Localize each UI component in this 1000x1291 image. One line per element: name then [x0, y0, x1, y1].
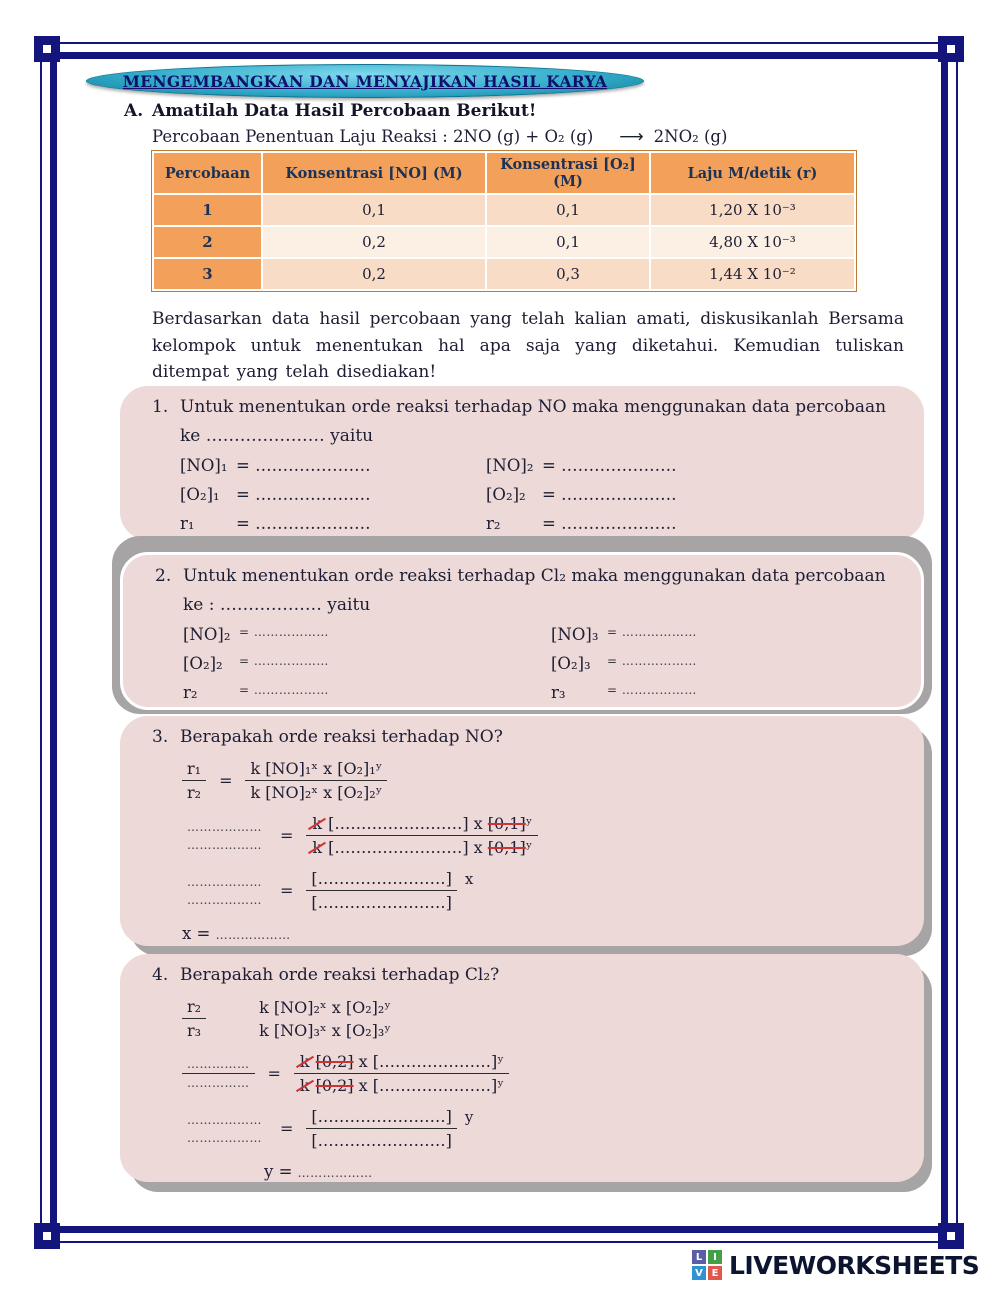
var-label: [NO]₁ — [180, 456, 228, 475]
answer-blank[interactable]: ……………… — [187, 819, 262, 834]
reaction-arrow-icon: ⟶ — [619, 127, 644, 147]
cell-o2-conc: 0,1 — [486, 194, 650, 226]
rate-law-fraction: $\frac{\text{k [NO]₁ˣ x [O₂]₁ʸ}}{\text{k [NO]₂ˣ x [O₂]₂ʸ}}$ — [245, 759, 387, 802]
table-row — [153, 194, 855, 226]
table-header-row — [153, 152, 855, 194]
answer-blank[interactable]: = ……………… — [607, 683, 697, 697]
question-box-4 — [120, 954, 924, 1182]
col-header-o2: Konsentrasi [O₂] (M) — [486, 152, 650, 194]
answer-blank[interactable]: = ………………… — [542, 456, 677, 475]
blank-fraction — [182, 1113, 267, 1145]
answer-blank[interactable]: = ………………… — [236, 514, 371, 533]
times-x: x — [353, 1076, 373, 1095]
section-heading — [124, 101, 536, 121]
answer-blank[interactable]: [……………………] x — [328, 814, 488, 833]
crossed-k: k — [312, 814, 323, 833]
reaction-equation — [152, 127, 727, 147]
answer-row — [180, 456, 924, 475]
exponent-y: ʸ — [525, 814, 533, 833]
q1-number: 1. — [152, 397, 169, 417]
frame-corner-top-right — [938, 36, 964, 62]
q3-formula-2 — [182, 814, 924, 857]
frame-corner-bottom-right — [938, 1223, 964, 1249]
equals-sign: = — [219, 771, 233, 790]
q3-text — [120, 716, 924, 747]
exponent-x: x — [464, 869, 474, 888]
answer-blank[interactable]: ……………… — [187, 1130, 262, 1145]
q4-formula-3 — [182, 1107, 924, 1150]
exponent-y: ʸ — [525, 838, 533, 857]
question-box-1 — [120, 386, 924, 540]
q2-line2[interactable]: ke : ……………… yaitu — [183, 595, 371, 615]
answer-blank[interactable]: […………………] — [372, 1076, 498, 1095]
answer-blank[interactable]: = ………………… — [542, 485, 677, 504]
rate-ratio-fraction: $\frac{\text{r₂}}{\text{r₃}}$ — [182, 997, 206, 1040]
answer-blank[interactable]: = ……………… — [239, 654, 329, 668]
answer-blank[interactable]: [……………………] — [311, 869, 452, 888]
q3-answer-line — [182, 924, 924, 943]
answer-blank[interactable]: = ……………… — [607, 625, 697, 639]
q3-formula-3 — [182, 869, 924, 912]
frame-corner-top-left — [34, 36, 60, 62]
row-number: 1 — [153, 194, 262, 226]
answer-blank[interactable]: [……………………] x — [328, 838, 488, 857]
var-label: r₃ — [551, 683, 566, 702]
q4-text — [120, 954, 924, 985]
answer-blank[interactable]: = ………………… — [236, 485, 371, 504]
q1-text — [120, 386, 924, 417]
var-label: [O₂]₃ — [551, 654, 591, 673]
q2-text — [123, 555, 921, 586]
answer-blank[interactable]: [……………………] — [306, 890, 456, 912]
rate-law-fraction: k [NO]₂ˣ x [O₂]₂ʸ k [NO]₃ˣ x [O₂]₃ʸ — [259, 997, 392, 1040]
equation-right: 2NO₂ (g) — [653, 127, 728, 146]
q1-line2[interactable]: ke ………………… yaitu — [180, 426, 374, 446]
equals-sign: = — [280, 826, 294, 845]
equals-sign: = — [280, 881, 294, 900]
equals-sign: = — [280, 1119, 294, 1138]
liveworksheets-logo-icon[interactable] — [692, 1250, 722, 1280]
page-title: MENGEMBANGKAN DAN MENYAJIKAN HASIL KARYA — [122, 71, 608, 91]
cell-rate: 4,80 X 10⁻³ — [650, 226, 855, 258]
table-row — [153, 226, 855, 258]
col-header-no: Konsentrasi [NO] (M) — [262, 152, 486, 194]
equation-left: Percobaan Penentuan Laju Reaksi : 2NO (g) + O₂ (g) — [152, 127, 594, 146]
answer-blank[interactable]: ……………… — [187, 874, 262, 889]
exponent-y: y — [464, 1107, 474, 1126]
answer-blank[interactable]: [……………………] — [306, 1128, 456, 1150]
instruction-paragraph: Berdasarkan data hasil percobaan yang telah kalian amati, diskusikanlah Bersama kelompok untuk menentukan hal apa saja yang diketahui. Kemudian tuliskan ditempat yang telah disediakan! — [152, 309, 904, 383]
q4-title: Berapakah orde reaksi terhadap Cl₂? — [180, 965, 500, 985]
question-box-3 — [120, 716, 924, 946]
crossed-concentration: [0,2] — [315, 1076, 354, 1095]
footer — [692, 1250, 979, 1280]
cell-no-conc: 0,2 — [262, 258, 486, 290]
answer-blank[interactable]: …………… — [182, 1073, 255, 1090]
answer-blank[interactable]: = ……………… — [607, 654, 697, 668]
var-label: [O₂]₁ — [180, 485, 220, 504]
answer-label: x = — [182, 924, 211, 943]
var-label: r₂ — [183, 683, 198, 702]
answer-row — [183, 683, 921, 702]
q4-formula-2 — [182, 1052, 924, 1095]
q4-answer-line — [264, 1162, 924, 1181]
blank-fraction — [182, 820, 267, 852]
q2-number: 2. — [155, 566, 172, 586]
rate-ratio-fraction: $\frac{\text{r₁}}{\text{r₂}}$ — [182, 759, 206, 802]
answer-blank[interactable]: …………… — [187, 1057, 250, 1071]
q2-line1: Untuk menentukan orde reaksi terhadap Cl₂ maka menggunakan data percobaan — [183, 566, 886, 586]
cell-o2-conc: 0,1 — [486, 226, 650, 258]
var-label: [NO]₂ — [486, 456, 534, 475]
q3-formula-1 — [182, 759, 924, 802]
col-header-percobaan: Percobaan — [153, 152, 262, 194]
table-row — [153, 258, 855, 290]
q3-title: Berapakah orde reaksi terhadap NO? — [180, 727, 503, 747]
frame-corner-bottom-left — [34, 1223, 60, 1249]
crossed-k: k — [299, 1052, 310, 1071]
crossed-concentration: [0,2] — [315, 1052, 354, 1071]
logo-letter: V — [692, 1266, 706, 1280]
bracket-fraction — [306, 869, 456, 912]
logo-letter: I — [708, 1250, 722, 1264]
experiment-data-table — [152, 151, 856, 291]
answer-blank[interactable]: ……………… — [215, 928, 291, 942]
exponent-y: ʸ — [497, 1076, 505, 1095]
cell-no-conc: 0,1 — [262, 194, 486, 226]
question-box-2 — [120, 552, 924, 710]
var-label: [NO]₃ — [551, 625, 599, 644]
col-header-laju: Laju M/detik (r) — [650, 152, 855, 194]
equals-sign: = — [267, 1064, 281, 1083]
row-number: 2 — [153, 226, 262, 258]
blank-fraction — [182, 1057, 255, 1090]
crossed-k: k — [299, 1076, 310, 1095]
answer-blank[interactable]: […………………] — [372, 1052, 498, 1071]
answer-blank[interactable]: ……………… — [187, 1112, 262, 1127]
var-label: [O₂]₂ — [183, 654, 223, 673]
q3-number: 3. — [152, 727, 169, 747]
title-banner — [86, 64, 644, 98]
answer-blank[interactable]: ……………… — [187, 837, 262, 852]
crossed-k: k — [312, 838, 323, 857]
var-label: r₁ — [180, 514, 195, 533]
times-x: x — [353, 1052, 373, 1071]
section-heading-text: Amatilah Data Hasil Percobaan Berikut! — [152, 101, 537, 121]
q4-formula-1 — [182, 997, 924, 1040]
substitution-fraction — [294, 1052, 509, 1095]
answer-blank[interactable]: = ………………… — [542, 514, 677, 533]
answer-blank[interactable]: = ……………… — [239, 625, 329, 639]
answer-row — [180, 514, 924, 533]
answer-label: y = — [264, 1162, 293, 1181]
exponent-y: ʸ — [497, 1052, 505, 1071]
substitution-fraction — [306, 814, 537, 857]
cell-no-conc: 0,2 — [262, 226, 486, 258]
q1-line1: Untuk menentukan orde reaksi terhadap NO maka menggunakan data percobaan — [180, 397, 887, 417]
answer-blank[interactable]: ……………… — [187, 892, 262, 907]
liveworksheets-brand[interactable]: LIVEWORKSHEETS — [729, 1250, 980, 1280]
var-label: [O₂]₂ — [486, 485, 526, 504]
crossed-concentration: [0,1] — [487, 814, 526, 833]
var-label: [NO]₂ — [183, 625, 231, 644]
blank-fraction — [182, 875, 267, 907]
section-label: A. — [124, 101, 144, 121]
crossed-concentration: [0,1] — [487, 838, 526, 857]
answer-row — [180, 485, 924, 504]
answer-blank[interactable]: ……………… — [297, 1166, 373, 1180]
q4-number: 4. — [152, 965, 169, 985]
bracket-fraction — [306, 1107, 456, 1150]
answer-blank[interactable]: = ………………… — [236, 456, 371, 475]
var-label: r₂ — [486, 514, 501, 533]
answer-row — [183, 625, 921, 644]
cell-rate: 1,44 X 10⁻² — [650, 258, 855, 290]
row-number: 3 — [153, 258, 262, 290]
answer-blank[interactable]: [……………………] — [311, 1107, 452, 1126]
answer-blank[interactable]: = ……………… — [239, 683, 329, 697]
cell-o2-conc: 0,3 — [486, 258, 650, 290]
logo-letter: E — [708, 1266, 722, 1280]
logo-letter: L — [692, 1250, 706, 1264]
cell-rate: 1,20 X 10⁻³ — [650, 194, 855, 226]
answer-row — [183, 654, 921, 673]
